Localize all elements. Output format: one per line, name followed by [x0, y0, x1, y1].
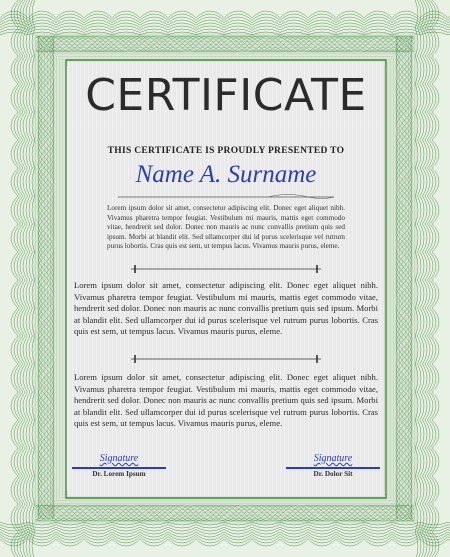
- signature-line-right: [286, 467, 380, 469]
- signature-left: [64, 453, 174, 489]
- presented-to-text: THIS CERTIFICATE IS PROUDLY PRESENTED TO: [107, 146, 345, 156]
- intro-paragraph: Lorem ipsum dolor sit amet, consectetur adipiscing elit. Donec eget aliquet nibh. Vivamus pharetra tempor feugiat. Vestibulum mi mauris, mattis eget commodo vitae, hendrerit sed dolor. Donec non mauris ac nunc convallis pretium quis sed ipsum. Morbi at blandit elit. Sed ullamcorper dui id purus scelerisque vel rutrum purus lobortis. Cras quis est sem, ut tempus lacus. Vivamus mauris purus, eleme.: [107, 204, 345, 251]
- recipient-name: Name A. Surname: [135, 161, 317, 188]
- signatory-name-left: Dr. Lorem Ipsum: [92, 470, 146, 478]
- divider-ornament: [131, 264, 321, 274]
- signature-line-left: [72, 467, 166, 469]
- certificate-title: CERTIFICATE: [85, 70, 367, 121]
- signature-script-right: Signature: [313, 453, 353, 464]
- name-underline-ornament: [118, 193, 334, 201]
- signature-right: [278, 453, 388, 489]
- body-paragraph-1: Lorem ipsum dolor sit amet, consectetur adipiscing elit. Donec eget aliquet nibh. Vivamus pharetra tempor feugiat. Vestibulum mi mauris, mattis eget commodo vitae, hendrerit sed dolor. Donec non mauris ac nunc convallis pretium quis sed ipsum. Morbi at blandit elit. Sed ullamcorper dui id purus scelerisque vel rutrum purus lobortis. Cras quis est sem, ut tempus lacus. Vivamus mauris purus, eleme.: [74, 280, 378, 336]
- certificate-panel: [68, 62, 384, 496]
- divider-ornament: [131, 354, 321, 364]
- body-paragraph-2: Lorem ipsum dolor sit amet, consectetur adipiscing elit. Donec eget aliquet nibh. Vivamus pharetra tempor feugiat. Vestibulum mi mauris, mattis eget commodo vitae, hendrerit sed dolor. Donec non mauris ac nunc convallis pretium quis sed ipsum. Morbi at blandit elit. Sed ullamcorper dui id purus scelerisque vel rutrum purus lobortis. Cras quis est sem, ut tempus lacus. Vivamus mauris purus, eleme.: [74, 372, 378, 428]
- signature-script-left: Signature: [99, 453, 139, 464]
- signatory-name-right: Dr. Dolor Sit: [313, 470, 353, 478]
